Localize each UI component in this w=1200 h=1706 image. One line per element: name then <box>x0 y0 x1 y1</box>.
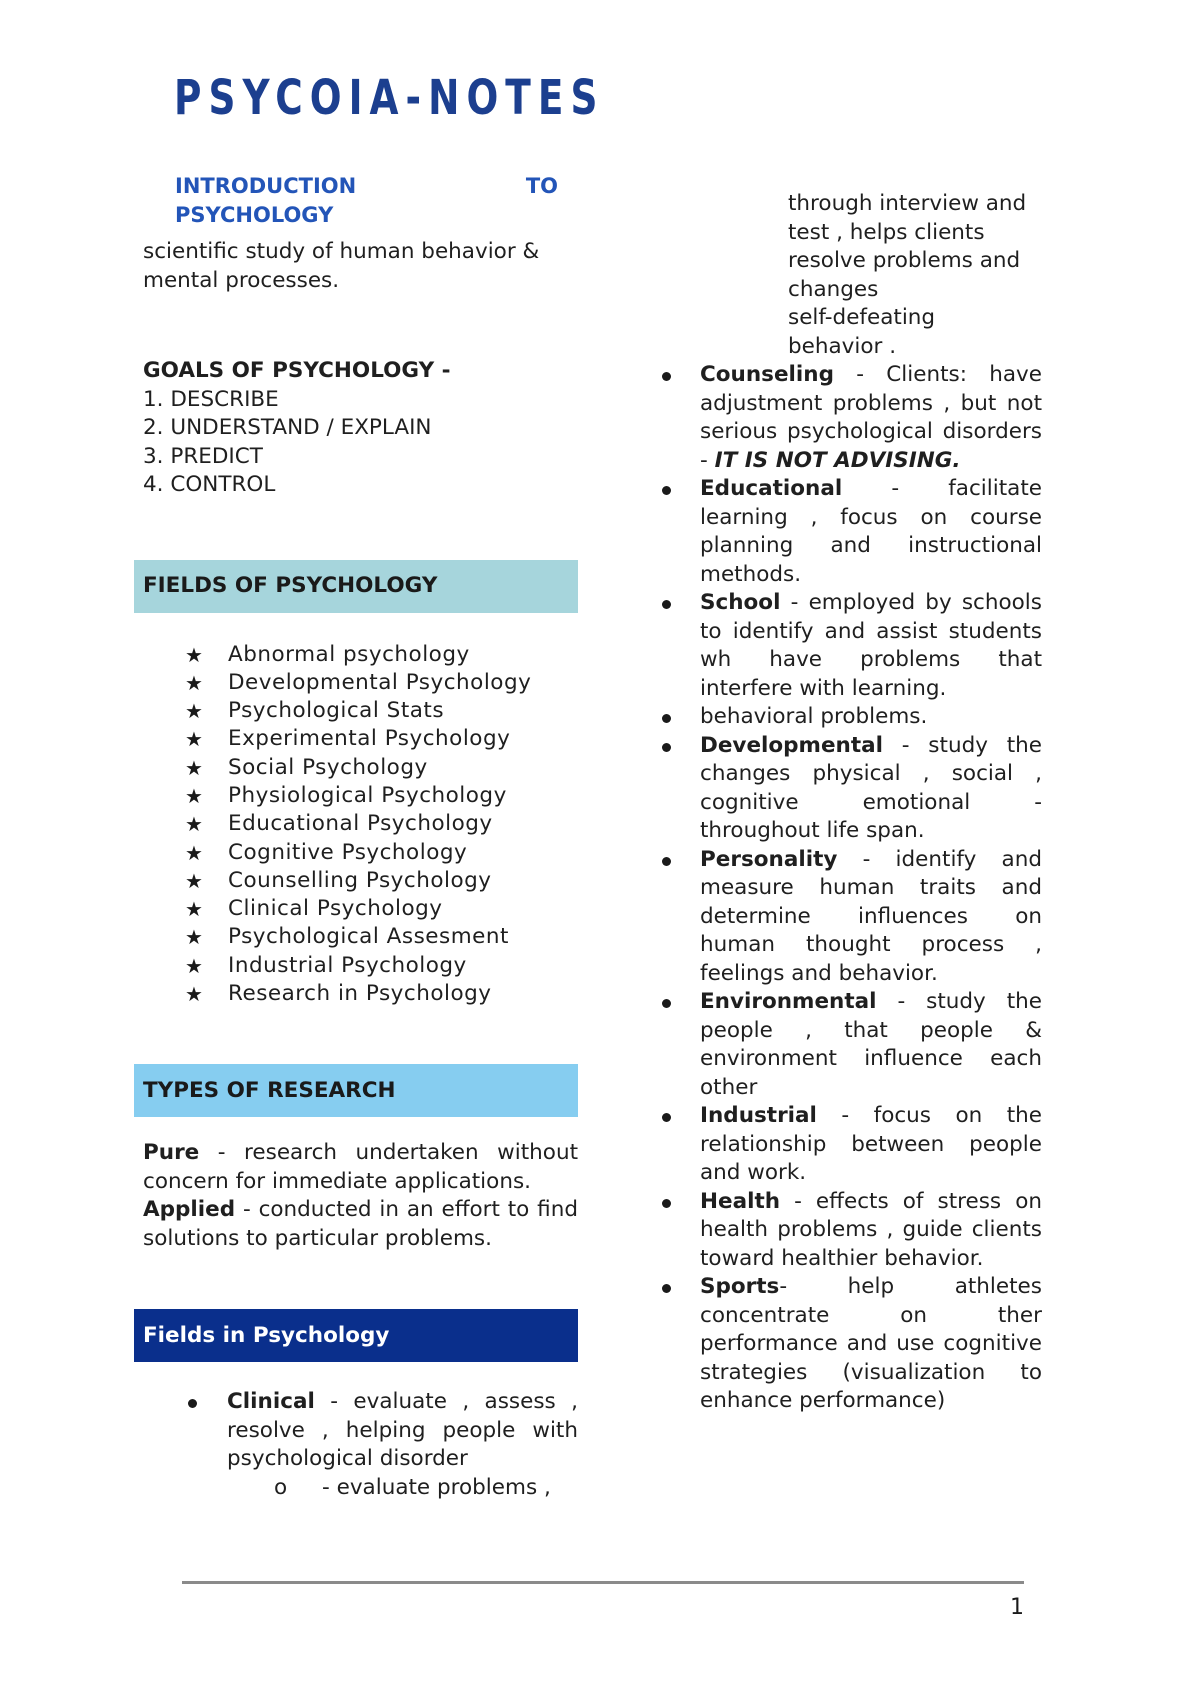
list-item <box>143 980 578 1008</box>
sub-list-item <box>274 1474 578 1503</box>
fields-heading-band <box>134 560 578 613</box>
field-term: Sports <box>700 1274 780 1299</box>
continued-line: test , helps clients <box>788 219 985 245</box>
field-label: Social Psychology <box>228 754 428 780</box>
field-label: Cognitive Psychology <box>228 839 468 865</box>
field-desc: - Clients: have adjustment problems , but not serious psychological disorders - <box>700 362 1042 473</box>
star-icon: ★ <box>185 840 203 865</box>
list-item <box>143 810 578 838</box>
bullet-icon <box>662 743 671 752</box>
star-icon: ★ <box>185 868 203 893</box>
field-desc: - study the people , that people & environment influence each other <box>700 989 1042 1100</box>
research-section <box>143 1139 578 1253</box>
field-term: Industrial <box>700 1103 817 1128</box>
list-item <box>143 754 578 782</box>
continued-line: resolve problems and <box>788 248 1021 273</box>
research-term: Applied <box>143 1197 236 1223</box>
list-item <box>700 988 1042 1102</box>
field-emphasis: IT IS NOT ADVISING. <box>714 447 961 473</box>
field-desc: - identify and measure human traits and determine influences on human thought process , feelings and behavior. <box>700 846 1042 986</box>
goal-item: 4. CONTROL <box>143 472 276 497</box>
field-term: Environmental <box>700 989 877 1014</box>
list-item <box>700 475 1042 589</box>
bullet-icon <box>662 372 671 381</box>
bullet-icon <box>662 1113 671 1122</box>
bullet-icon <box>662 600 671 609</box>
field-term: Health <box>700 1188 781 1214</box>
star-icon: ★ <box>185 982 203 1007</box>
field-term: Educational <box>700 476 843 501</box>
field-label: Abnormal psychology <box>228 641 470 667</box>
fields-in-list-right <box>662 361 1042 1416</box>
field-label: Educational Psychology <box>228 811 493 837</box>
bullet-icon <box>662 1284 671 1293</box>
star-icon: ★ <box>185 783 203 808</box>
list-item <box>143 669 578 697</box>
star-icon: ★ <box>185 953 203 978</box>
field-label: Counselling Psychology <box>228 867 492 893</box>
bullet-icon <box>662 714 671 723</box>
field-desc: - focus on the relationship between people and work. <box>700 1103 1042 1185</box>
field-term: Personality <box>700 846 838 872</box>
fields-list <box>143 641 578 1009</box>
sub-bullet-icon: o <box>274 1474 288 1500</box>
field-desc: - employed by schools to identify and assist students wh have problems that interfere with learning. <box>700 590 1042 701</box>
fields-in-list-left <box>143 1388 578 1502</box>
fields-heading: FIELDS OF PSYCHOLOGY <box>143 572 438 598</box>
field-label: Clinical Psychology <box>228 896 443 922</box>
star-icon: ★ <box>185 642 203 667</box>
continued-line: behavior . <box>788 333 897 359</box>
goal-item: 1. DESCRIBE <box>143 386 279 412</box>
research-heading-band <box>134 1064 578 1117</box>
star-icon: ★ <box>185 727 203 752</box>
field-term: Clinical <box>227 1389 315 1415</box>
field-desc: - evaluate , assess , resolve , helping people with psychological disorder <box>227 1389 578 1472</box>
field-label: Psychological Stats <box>228 698 445 724</box>
list-item <box>700 846 1042 989</box>
list-item <box>143 952 578 980</box>
star-icon: ★ <box>185 670 203 695</box>
continued-line: through interview and <box>788 191 1027 216</box>
research-desc: - conducted in an effort to find solutions to particular problems. <box>143 1197 578 1251</box>
list-item <box>143 641 578 669</box>
intro-heading-line2: PSYCHOLOGY <box>175 203 334 227</box>
list-item <box>143 725 578 753</box>
star-icon: ★ <box>185 812 203 837</box>
list-item <box>143 895 578 923</box>
field-term: Developmental <box>700 732 884 758</box>
list-item <box>700 1273 1042 1416</box>
bullet-icon <box>662 486 671 495</box>
research-item-pure <box>143 1139 578 1196</box>
list-item <box>143 782 578 810</box>
list-item <box>700 1188 1042 1274</box>
field-label: Industrial Psychology <box>228 952 467 978</box>
list-item <box>143 867 578 895</box>
field-term: Counseling <box>700 362 834 387</box>
sub-item-text: - evaluate problems , <box>322 1474 551 1500</box>
intro-heading <box>175 172 558 230</box>
bullet-icon <box>188 1399 197 1408</box>
field-desc: - study the changes physical , social , cognitive emotional - throughout life span. <box>700 732 1042 843</box>
list-item-counseling <box>700 361 1042 475</box>
right-column <box>662 190 1042 1416</box>
field-label: Physiological Psychology <box>228 782 507 808</box>
left-column <box>143 172 578 1502</box>
list-item-clinical <box>143 1388 578 1474</box>
list-item <box>700 703 1042 732</box>
star-icon: ★ <box>185 755 203 780</box>
intro-heading-word1: INTRODUCTION <box>175 174 357 198</box>
fields-in-heading: Fields in Psychology <box>143 1322 390 1348</box>
continued-line: changes <box>788 276 879 302</box>
footer-divider <box>182 1581 1024 1584</box>
list-item <box>143 839 578 867</box>
field-label: Experimental Psychology <box>228 726 511 752</box>
research-term: Pure <box>143 1140 200 1166</box>
list-item <box>700 1102 1042 1188</box>
intro-definition: scientific study of human behavior & mental processes. <box>143 239 540 293</box>
field-label: Research in Psychology <box>228 981 492 1007</box>
research-desc: - research undertaken without concern for immediate applications. <box>143 1140 578 1194</box>
field-label: Developmental Psychology <box>228 669 532 695</box>
field-desc: - effects of stress on health problems , guide clients toward healthier behavior. <box>700 1188 1042 1271</box>
clinical-continued <box>788 190 1042 361</box>
star-icon: ★ <box>185 699 203 724</box>
star-icon: ★ <box>185 925 203 950</box>
field-desc: - help athletes concentrate on ther performance and use cognitive strategies (visualization to enhance performance) <box>700 1274 1042 1413</box>
list-item <box>143 923 578 951</box>
fields-in-heading-band <box>134 1309 578 1362</box>
goal-item: 3. PREDICT <box>143 443 263 469</box>
list-item <box>700 732 1042 846</box>
intro-heading-word2: TO <box>525 174 558 198</box>
bullet-icon <box>662 999 671 1008</box>
bullet-icon <box>662 1199 671 1208</box>
list-item <box>700 589 1042 703</box>
continued-line: self-defeating <box>788 305 936 330</box>
list-item <box>143 697 578 725</box>
goals-heading: GOALS OF PSYCHOLOGY - <box>143 358 451 383</box>
research-heading: TYPES OF RESEARCH <box>143 1077 396 1103</box>
goals-section <box>143 357 578 500</box>
field-desc: - facilitate learning , focus on course planning and instructional methods. <box>700 476 1042 587</box>
field-desc: behavioral problems. <box>700 704 928 729</box>
page-title: PSYCOIA-NOTES <box>174 70 605 126</box>
research-item-applied <box>143 1196 578 1253</box>
bullet-icon <box>662 857 671 866</box>
field-label: Psychological Assesment <box>228 924 509 950</box>
goal-item: 2. UNDERSTAND / EXPLAIN <box>143 415 432 440</box>
field-term: School <box>700 590 781 615</box>
star-icon: ★ <box>185 897 203 922</box>
page-number: 1 <box>1010 1595 1024 1620</box>
